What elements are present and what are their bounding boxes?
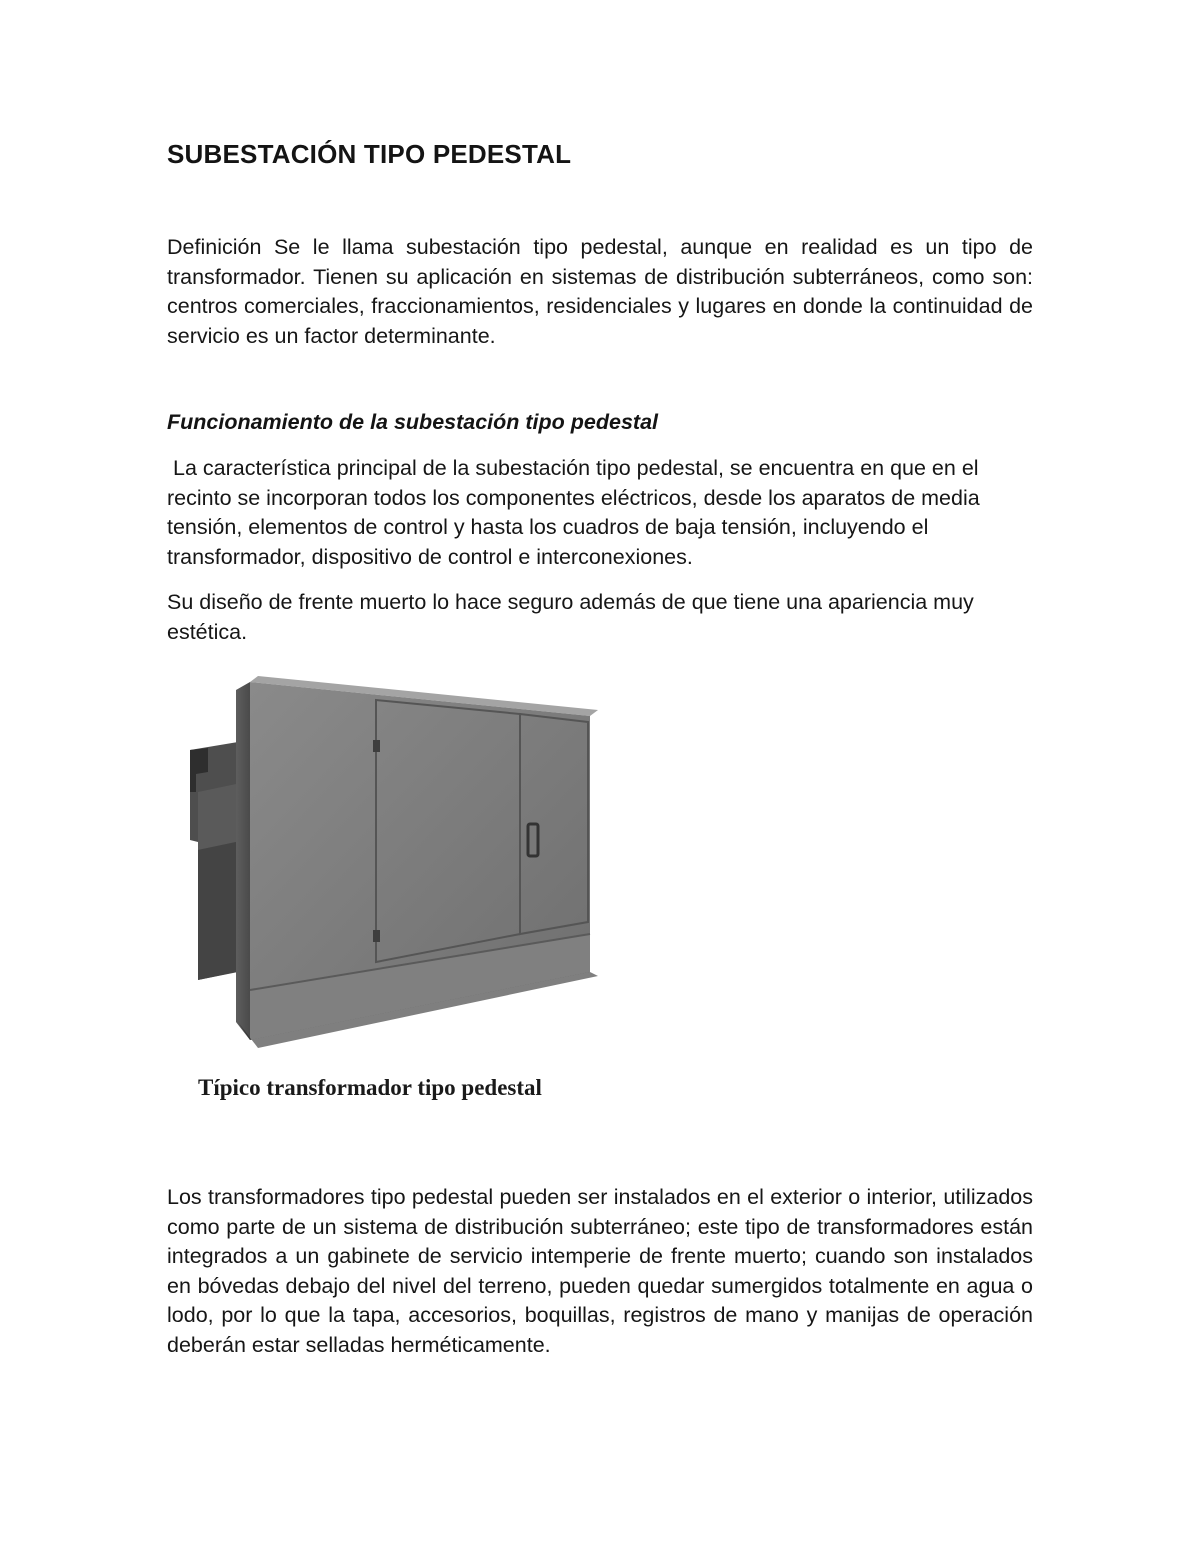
- design-paragraph: Su diseño de frente muerto lo hace seguro además de que tiene una apariencia muy estética.: [167, 590, 974, 644]
- section-heading: Funcionamiento de la subestación tipo pedestal: [167, 410, 658, 434]
- definition-paragraph: Definición Se le llama subestación tipo pedestal, aunque en realidad es un tipo de transformador. Tienen su aplicación en sistemas de distribución subterráneos, como son: centros comerciales, fraccionamientos, residenciales y lugares en donde la continuidad de servicio es un factor determinante.: [167, 235, 1033, 348]
- pad-mounted-transformer-image: [178, 672, 608, 1057]
- page-title: SUBESTACIÓN TIPO PEDESTAL: [167, 139, 572, 169]
- installation-paragraph: Los transformadores tipo pedestal pueden ser instalados en el exterior o interior, utilizados como parte de un sistema de distribución subterráneo; este tipo de transformadores están integrados a un gabinete de servicio intemperie de frente muerto; cuando son instalados en bóvedas debajo del nivel del terreno, pueden quedar sumergidos totalmente en agua o lodo, por lo que la tapa, accesorios, boquillas, registros de mano y manijas de operación deberán estar selladas herméticamente.: [167, 1185, 1033, 1357]
- function-paragraph: La característica principal de la subestación tipo pedestal, se encuentra en que en el recinto se incorporan todos los componentes eléctricos, desde los aparatos de media tensión, elementos de control y hasta los cuadros de baja tensión, incluyendo el transformador, dispositivo de control e interconexiones.: [167, 456, 986, 569]
- figure-caption: Típico transformador tipo pedestal: [198, 1075, 542, 1100]
